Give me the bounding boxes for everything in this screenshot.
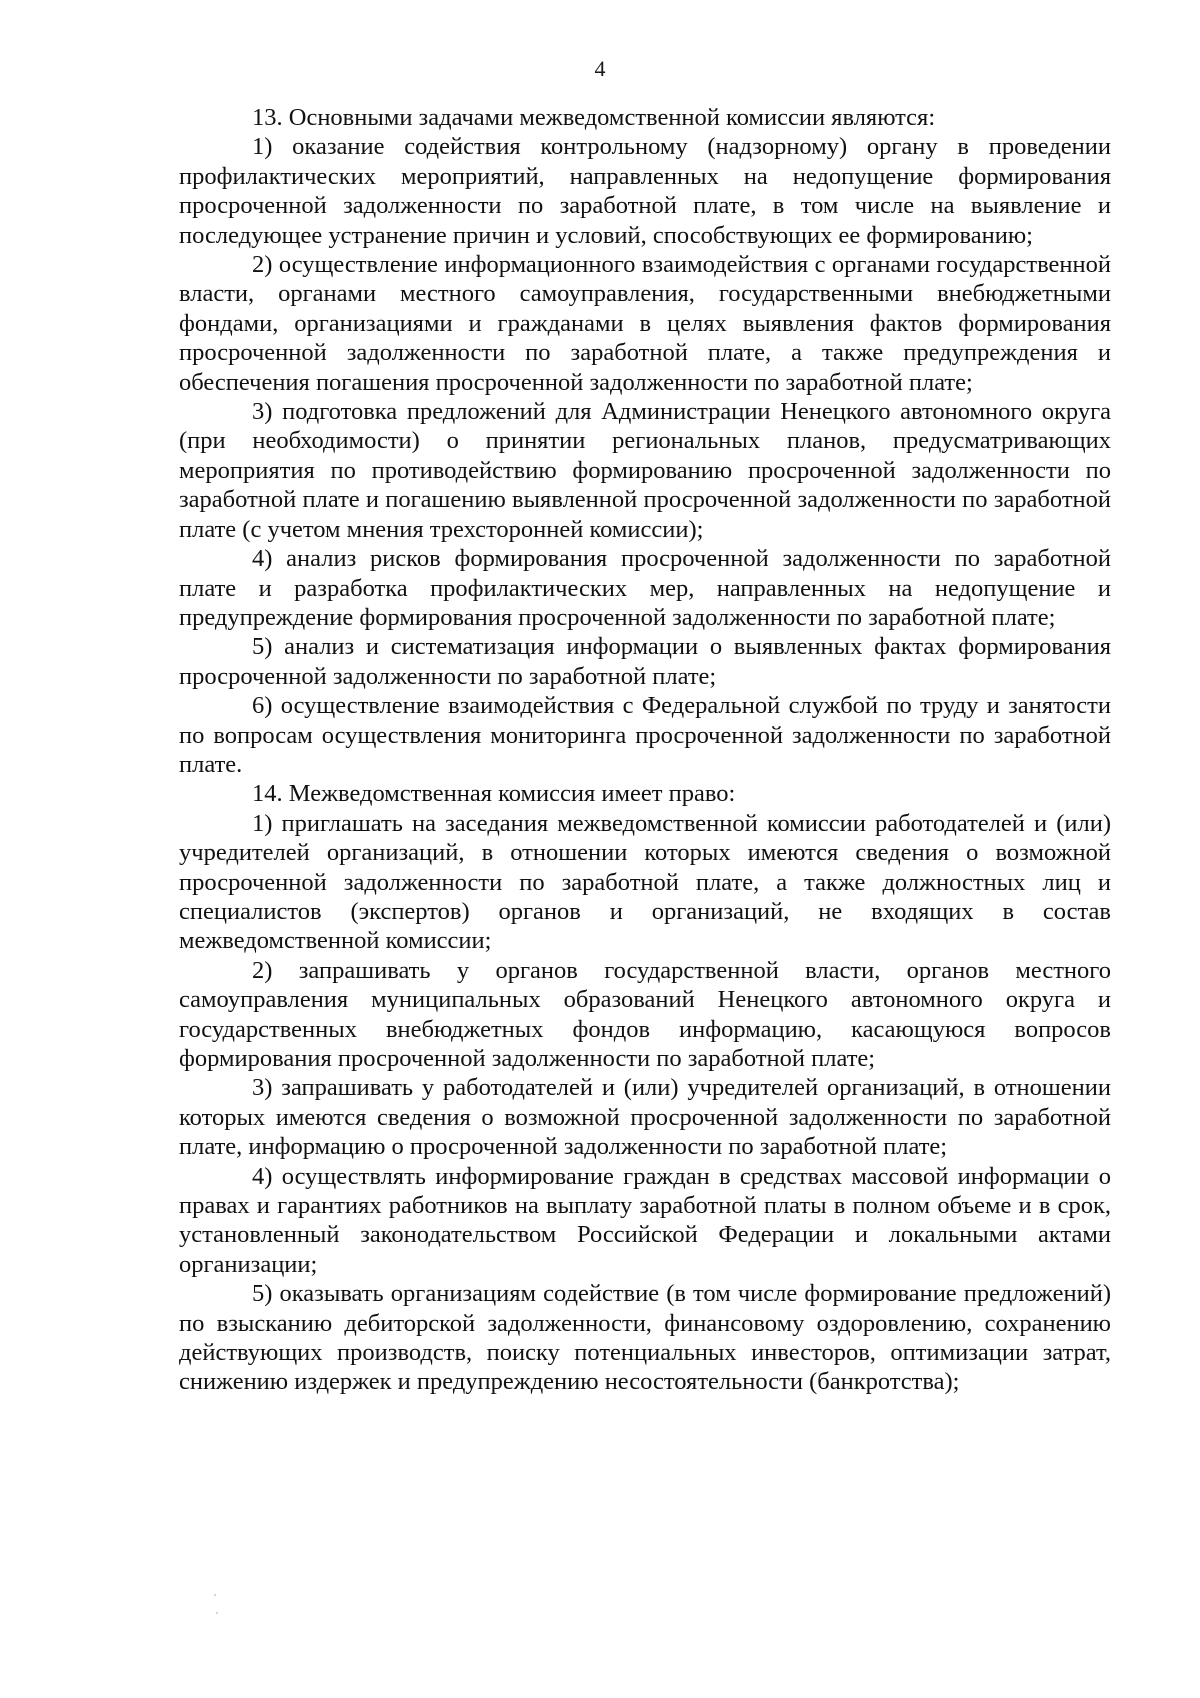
section-14-item-1: 1) приглашать на заседания межведомственной комиссии работодателей и (или) учредителей организаций, в отношении которых имеются сведения о возможной просроченной задолженности по заработной плате, а также должностных лиц и специалистов (экспертов) органов и организаций, не входящих в состав межведомственной комиссии;: [179, 809, 1111, 955]
section-14-item-2: 2) запрашивать у органов государственной власти, органов местного самоуправления муниципальных образований Ненецкого автономного округа и государственных внебюджетных фондов информацию, касающуюся вопросов формирования просроченной задолженности по заработной плате;: [179, 956, 1111, 1072]
section-14-item-5: 5) оказывать организациям содействие (в том числе формирование предложений) по взысканию дебиторской задолженности, финансовому оздоровлению, сохранению действующих производств, поиску потенциальных инвесторов, оптимизации затрат, снижению издержек и предупреждению несостоятельности (банкротства);: [179, 1280, 1111, 1396]
section-13-item-4: 4) анализ рисков формирования просроченной задолженности по заработной плате и разработка профилактических мер, направленных на недопущение и предупреждение формирования просроченной задолженности по заработной плате;: [179, 545, 1111, 631]
section-14-item-4: 4) осуществлять информирование граждан в средствах массовой информации о правах и гарантиях работников на выплату заработной платы в полном объеме и в срок, установленный законодательством Российской Федерации и локальными актами организации;: [179, 1162, 1111, 1278]
page-number: 4: [594, 56, 606, 81]
section-13-item-6: 6) осуществление взаимодействия с Федеральной службой по труду и занятости по вопросам осуществления мониторинга просроченной задолженности по заработной плате.: [179, 692, 1111, 778]
section-13-item-5: 5) анализ и систематизация информации о выявленных фактах формирования просроченной задолженности по заработной плате;: [179, 633, 1111, 690]
scan-speck: [216, 1612, 218, 1614]
document-body: [179, 103, 1111, 1397]
section-14-heading: 14. Межведомственная комиссия имеет право:: [252, 780, 736, 808]
section-13-item-2: 2) осуществление информационного взаимодействия с органами государственной власти, органами местного самоуправления, государственными внебюджетными фондами, организациями и гражданами в целях выявления фактов формирования просроченной задолженности по заработной плате, а также предупреждения и обеспечения погашения просроченной задолженности по заработной плате;: [179, 251, 1111, 396]
section-13-heading: 13. Основными задачами межведомственной комиссии являются:: [252, 104, 936, 131]
section-14-item-3: 3) запрашивать у работодателей и (или) учредителей организаций, в отношении которых имеются сведения о возможной просроченной задолженности по заработной плате, информацию о просроченной задолженности по заработной плате;: [179, 1074, 1111, 1161]
scan-speck: [214, 1594, 216, 1596]
section-13-item-3: 3) подготовка предложений для Администрации Ненецкого автономного округа (при необходимости) о принятии региональных планов, предусматривающих мероприятия по противодействию формированию просроченной задолженности по заработной плате и погашению выявленной просроченной задолженности по заработной плате (с учетом мнения трехсторонней комиссии);: [179, 398, 1111, 543]
section-13-item-1: 1) оказание содействия контрольному (надзорному) органу в проведении профилактических мероприятий, направленных на недопущение формирования просроченной задолженности по заработной плате, в том числе на выявление и последующее устранение причин и условий, способствующих ее формированию;: [179, 133, 1111, 249]
